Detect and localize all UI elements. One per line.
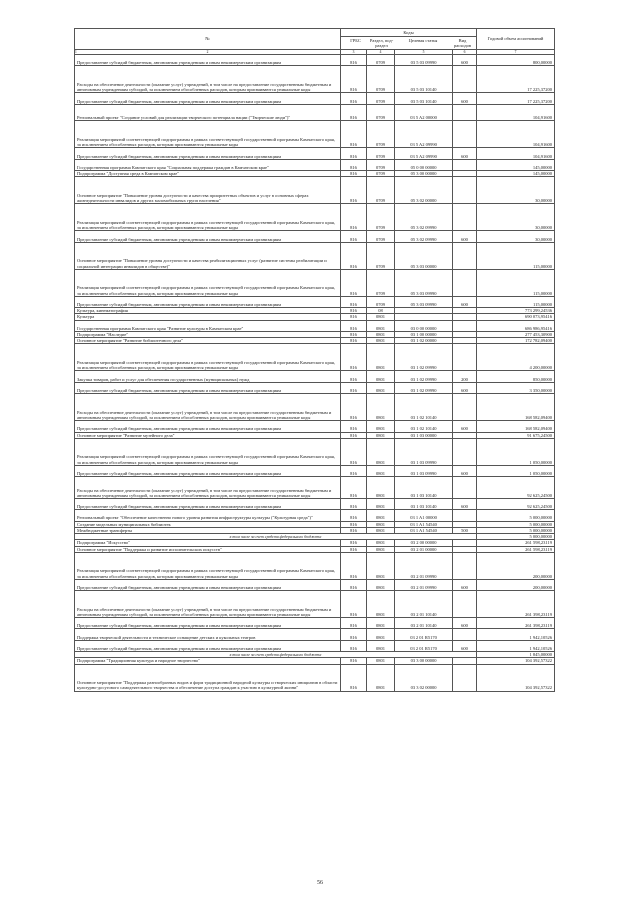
cell-vr: 600 — [453, 498, 477, 509]
index-cell: 5 — [395, 50, 453, 55]
cell-amount: 1 050,00000 — [477, 465, 555, 476]
cell-name: Основное мероприятие "Повышение уровня доступности и качества приоритетных объектов и услуг в основных сферах жизнедеятельности инвалидов и других маломобильных групп населения" — [75, 177, 341, 204]
cell-vr: 600 — [453, 231, 477, 242]
cell-section: 0801 — [367, 465, 395, 476]
header-codes-group — [341, 29, 477, 50]
cell-section: 0709 — [367, 148, 395, 159]
cell-name: Реализация мероприятий соответствующей подпрограммы в рамках соответствующей государственной программы Камчатского края, за исключением обособленных расходов, которым присваиваются уникальные коды — [75, 344, 341, 371]
header-vr: Вид расходов — [453, 37, 471, 48]
cell-target: 03 1 02 10140 — [395, 394, 453, 421]
cell-name: Культура — [75, 314, 341, 320]
cell-name: Государственная программа Камчатского края "Социальная поддержка граждан в Камчатском крае" — [75, 159, 341, 170]
cell-vr: 600 — [453, 421, 477, 432]
cell-section: 0801 — [367, 371, 395, 382]
cell-section: 0709 — [367, 296, 395, 307]
cell-amount: 145,00000 — [477, 171, 555, 177]
cell-amount: 5 000,00000 — [477, 510, 555, 521]
cell-section: 0801 — [367, 552, 395, 579]
cell-amount: 1 050,00000 — [477, 438, 555, 465]
cell-target: 05 0 00 00000 — [395, 159, 453, 170]
cell-target: 03 5 A2 00000 — [395, 104, 453, 121]
cell-section: 0801 — [367, 421, 395, 432]
cell-section: 0801 — [367, 438, 395, 465]
cell-amount: 104 392,57322 — [477, 664, 555, 691]
cell-grbs: 816 — [341, 591, 367, 618]
cell-name: Реализация мероприятий соответствующей подпрограммы в рамках соответствующей государственной программы Камчатского края, за исключением обособленных расходов, которым присваиваются уникальные коды — [75, 269, 341, 296]
table-row — [75, 66, 555, 93]
cell-name: Предоставление субсидий бюджетным, автономным учреждениям и иным некоммерческим организациям — [75, 579, 341, 590]
table-row — [75, 552, 555, 579]
cell-section: 0709 — [367, 269, 395, 296]
cell-grbs: 816 — [341, 477, 367, 499]
cell-amount: 261 398,23119 — [477, 591, 555, 618]
cell-section: 0801 — [367, 591, 395, 618]
table-row — [75, 55, 555, 66]
cell-vr — [453, 204, 477, 231]
cell-section: 0801 — [367, 579, 395, 590]
cell-vr — [453, 394, 477, 421]
cell-vr: 600 — [453, 382, 477, 393]
cell-grbs: 816 — [341, 394, 367, 421]
cell-name: Региональный проект "Обеспечение качественно нового уровня развития инфраструктуры культуры ("Культурная среда")" — [75, 510, 341, 521]
cell-name: Основное мероприятие "Развитие библиотечного дела" — [75, 338, 341, 344]
cell-amount: 104 392,57322 — [477, 658, 555, 664]
cell-grbs: 816 — [341, 148, 367, 159]
cell-section: 0801 — [367, 498, 395, 509]
cell-target: 03 3 02 00000 — [395, 664, 453, 691]
cell-name: Основное мероприятие "Развитие музейного дела" — [75, 432, 341, 438]
cell-section: 0709 — [367, 242, 395, 269]
cell-name: Предоставление субсидий бюджетным, автономным учреждениям и иным некоммерческим организациям — [75, 148, 341, 159]
cell-name: Реализация мероприятий соответствующей подпрограммы в рамках соответствующей государственной программы Камчатского края, за исключением обособленных расходов, которым присваиваются уникальные коды — [75, 204, 341, 231]
cell-amount: 104,91600 — [477, 104, 555, 121]
cell-name: Создание модельных муниципальных библиотек — [75, 521, 341, 527]
table-row — [75, 159, 555, 170]
cell-vr: 600 — [453, 618, 477, 629]
cell-amount: 261 598,23119 — [477, 546, 555, 552]
cell-section: 0801 — [367, 629, 395, 640]
header-section: Раздел, под-раздел — [369, 37, 394, 48]
cell-section: 0709 — [367, 104, 395, 121]
index-cell: 3 — [341, 50, 367, 55]
table-row — [75, 591, 555, 618]
cell-name: Реализация мероприятий соответствующей подпрограммы в рамках соответствующей государственной программы Камчатского края, за исключением обособленных расходов, которым присваиваются уникальные коды — [75, 121, 341, 148]
cell-vr — [453, 159, 477, 170]
header-grbs: ГРБС — [350, 37, 361, 43]
cell-grbs: 816 — [341, 552, 367, 579]
table-row — [75, 121, 555, 148]
table-row — [75, 93, 555, 104]
cell-section: 0709 — [367, 55, 395, 66]
cell-amount: 3 350,00000 — [477, 382, 555, 393]
table-row — [75, 618, 555, 629]
cell-grbs: 816 — [341, 527, 367, 533]
cell-section: 0801 — [367, 344, 395, 371]
cell-section: 0801 — [367, 618, 395, 629]
cell-section: 0709 — [367, 66, 395, 93]
cell-target: 03 1 A1 00000 — [395, 510, 453, 521]
cell-target: 05 3 03 09990 — [395, 296, 453, 307]
header-num: № — [75, 29, 341, 50]
cell-amount: 145,00000 — [477, 159, 555, 170]
cell-vr — [453, 177, 477, 204]
cell-amount: 17 225,37200 — [477, 93, 555, 104]
cell-amount: 30,00000 — [477, 204, 555, 231]
cell-section: 0801 — [367, 510, 395, 521]
cell-grbs: 816 — [341, 438, 367, 465]
cell-grbs: 816 — [341, 658, 367, 664]
cell-grbs: 816 — [341, 55, 367, 66]
table-row — [75, 498, 555, 509]
cell-target: 03 1 A1 54540 — [395, 521, 453, 527]
cell-amount: 261 398,23119 — [477, 618, 555, 629]
cell-section: 0801 — [367, 477, 395, 499]
cell-section: 0801 — [367, 664, 395, 691]
cell-vr — [453, 438, 477, 465]
cell-target: 03 2 01 09990 — [395, 579, 453, 590]
cell-section: 0709 — [367, 171, 395, 177]
cell-grbs: 816 — [341, 344, 367, 371]
table-row — [75, 148, 555, 159]
cell-grbs: 816 — [341, 177, 367, 204]
cell-name: Основное мероприятие "Поддержка разнообразных видов и форм традиционной народной культуры и творческих инициатив в области культурно-досугового самодеятельного творчества и обеспечение доступа граждан к участию в культурной жизни" — [75, 664, 341, 691]
cell-name: Закупка товаров, работ и услуг для обеспечения государственных (муниципальных) нужд — [75, 371, 341, 382]
cell-section: 0801 — [367, 540, 395, 546]
table-header — [75, 29, 555, 50]
cell-grbs: 816 — [341, 382, 367, 393]
cell-grbs: 816 — [341, 629, 367, 640]
cell-amount: 686 986,95416 — [477, 320, 555, 331]
cell-vr — [453, 104, 477, 121]
cell-vr: 600 — [453, 148, 477, 159]
cell-amount: 5 000,00000 — [477, 527, 555, 533]
cell-vr — [453, 552, 477, 579]
cell-vr: 600 — [453, 55, 477, 66]
table-row — [75, 231, 555, 242]
cell-target: 05 3 02 09990 — [395, 204, 453, 231]
cell-grbs: 816 — [341, 579, 367, 590]
cell-grbs: 816 — [341, 498, 367, 509]
cell-target: 03 5 A2 09990 — [395, 121, 453, 148]
table-row — [75, 204, 555, 231]
cell-amount: 5 000,00000 — [477, 534, 555, 540]
cell-name: Предоставление субсидий бюджетным, автономным учреждениям и иным некоммерческим организациям — [75, 231, 341, 242]
cell-target: 03 2 01 R5170 — [395, 629, 453, 640]
cell-target: 03 1 02 09990 — [395, 371, 453, 382]
cell-amount: 30,00000 — [477, 177, 555, 204]
cell-grbs: 816 — [341, 664, 367, 691]
cell-amount: 168 582,09400 — [477, 421, 555, 432]
cell-section: 0709 — [367, 93, 395, 104]
cell-name: Предоставление субсидий бюджетным, автономным учреждениям и иным некоммерческим организациям — [75, 421, 341, 432]
cell-vr — [453, 66, 477, 93]
index-cell: 6 — [453, 50, 477, 55]
cell-target: 03 1 03 09990 — [395, 465, 453, 476]
cell-section: 0801 — [367, 382, 395, 393]
table-body — [75, 50, 555, 692]
cell-target: 03 3 00 00000 — [395, 658, 453, 664]
index-cell: 4 — [367, 50, 395, 55]
cell-name: Культура, кинематография — [75, 308, 341, 314]
cell-grbs: 816 — [341, 242, 367, 269]
cell-target: 03 5 A2 09990 — [395, 148, 453, 159]
cell-target: 05 3 00 00000 — [395, 171, 453, 177]
cell-amount: 1 845,00000 — [477, 652, 555, 658]
cell-grbs: 816 — [341, 121, 367, 148]
cell-amount: 115,00000 — [477, 242, 555, 269]
cell-target: 03 1 03 10140 — [395, 477, 453, 499]
cell-grbs: 816 — [341, 171, 367, 177]
cell-target: 03 2 00 00000 — [395, 540, 453, 546]
cell-section: 0801 — [367, 314, 395, 320]
cell-vr — [453, 320, 477, 331]
cell-amount: 1 942,10526 — [477, 629, 555, 640]
cell-grbs: 816 — [341, 66, 367, 93]
cell-section: 08 — [367, 308, 395, 314]
cell-section: 0709 — [367, 204, 395, 231]
cell-amount: 92 625,24500 — [477, 477, 555, 499]
cell-vr — [453, 242, 477, 269]
index-cell: 7 — [477, 50, 555, 55]
table-row — [75, 320, 555, 331]
cell-amount: 200,00000 — [477, 552, 555, 579]
cell-grbs: 816 — [341, 296, 367, 307]
cell-vr: 600 — [453, 640, 477, 651]
cell-amount: 1 942,10526 — [477, 640, 555, 651]
cell-name: Расходы на обеспечение деятельности (оказание услуг) учреждений, в том числе на предоставление государственным бюджетным и автономным учреждениям субсидий, за исключением обособленных расходов, которым присваиваются уникальные коды — [75, 394, 341, 421]
cell-vr: 600 — [453, 296, 477, 307]
cell-section: 0709 — [367, 177, 395, 204]
cell-amount: 261 598,23119 — [477, 540, 555, 546]
cell-grbs: 816 — [341, 104, 367, 121]
cell-name: Подпрограмма "Искусство" — [75, 540, 341, 546]
cell-amount: 115,00000 — [477, 269, 555, 296]
cell-grbs: 816 — [341, 320, 367, 331]
page-number: 56 — [317, 880, 323, 886]
cell-name: Основное мероприятие "Поддержка и развитие исполнительских искусств" — [75, 546, 341, 552]
index-cell: 2 — [75, 50, 341, 55]
cell-amount: 104,91600 — [477, 148, 555, 159]
cell-note: в том числе за счет средств федерального бюджета — [75, 652, 477, 658]
cell-target: 05 3 02 00000 — [395, 177, 453, 204]
cell-name: Предоставление субсидий бюджетным, автономным учреждениям и иным некоммерческим организациям — [75, 465, 341, 476]
table-row — [75, 438, 555, 465]
cell-name: Региональный проект "Создание условий для реализации творческого потенциала нации ("Творческие люди")" — [75, 104, 341, 121]
cell-target: 03 1 02 00000 — [395, 338, 453, 344]
cell-name: Предоставление субсидий бюджетным, автономным учреждениям и иным некоммерческим организациям — [75, 382, 341, 393]
table-row — [75, 104, 555, 121]
cell-grbs: 816 — [341, 338, 367, 344]
cell-section: 0801 — [367, 331, 395, 337]
cell-amount: 5 000,00000 — [477, 521, 555, 527]
cell-target: 03 2 01 00000 — [395, 546, 453, 552]
cell-target: 03 1 00 00000 — [395, 331, 453, 337]
cell-note: в том числе за счет средств федерального бюджета — [75, 534, 477, 540]
cell-amount: 30,00000 — [477, 231, 555, 242]
cell-amount: 172 782,09400 — [477, 338, 555, 344]
cell-grbs: 816 — [341, 308, 367, 314]
cell-section: 0709 — [367, 231, 395, 242]
table-row — [75, 371, 555, 382]
cell-grbs: 816 — [341, 521, 367, 527]
table-row — [75, 394, 555, 421]
cell-target: 03 5 03 10140 — [395, 66, 453, 93]
cell-grbs: 816 — [341, 465, 367, 476]
cell-grbs: 816 — [341, 331, 367, 337]
cell-amount: 800,00000 — [477, 55, 555, 66]
cell-section: 0801 — [367, 394, 395, 421]
cell-grbs: 816 — [341, 640, 367, 651]
cell-grbs: 816 — [341, 546, 367, 552]
cell-vr — [453, 477, 477, 499]
cell-target: 03 5 03 10140 — [395, 93, 453, 104]
cell-amount: 4 200,00000 — [477, 344, 555, 371]
cell-vr: 600 — [453, 93, 477, 104]
table-row — [75, 344, 555, 371]
cell-vr — [453, 121, 477, 148]
cell-amount: 168 582,09400 — [477, 394, 555, 421]
table-row — [75, 579, 555, 590]
cell-target: 03 1 A1 54540 — [395, 527, 453, 533]
index-row: 1 2 3 4 5 6 7 — [75, 50, 555, 55]
cell-target: 03 1 03 09990 — [395, 438, 453, 465]
cell-amount: 91 675,24500 — [477, 432, 555, 438]
cell-vr: 600 — [453, 579, 477, 590]
cell-section: 0801 — [367, 527, 395, 533]
cell-amount: 92 625,24500 — [477, 498, 555, 509]
cell-section: 0801 — [367, 546, 395, 552]
cell-name: Предоставление субсидий бюджетным, автономным учреждениям и иным некоммерческим организациям — [75, 498, 341, 509]
cell-grbs: 816 — [341, 421, 367, 432]
cell-section: 0801 — [367, 640, 395, 651]
cell-vr — [453, 344, 477, 371]
table-row — [75, 269, 555, 296]
cell-grbs: 816 — [341, 93, 367, 104]
cell-amount: 850,00000 — [477, 371, 555, 382]
cell-name: Предоставление субсидий бюджетным, автономным учреждениям и иным некоммерческим организациям — [75, 93, 341, 104]
cell-amount: 690 073,95416 — [477, 314, 555, 320]
cell-vr — [453, 664, 477, 691]
header-codes-label: Коды — [341, 30, 476, 37]
cell-grbs: 816 — [341, 204, 367, 231]
cell-vr — [453, 510, 477, 521]
cell-amount: 773 299,24536 — [477, 308, 555, 314]
cell-grbs: 816 — [341, 510, 367, 521]
cell-name: Поддержка творческой деятельности и техническое оснащение детских и кукольных театров — [75, 629, 341, 640]
budget-document-page — [74, 28, 554, 692]
cell-vr — [453, 591, 477, 618]
cell-grbs: 816 — [341, 159, 367, 170]
cell-target: 03 0 00 00000 — [395, 320, 453, 331]
cell-section: 0801 — [367, 658, 395, 664]
cell-section: 0709 — [367, 121, 395, 148]
cell-vr — [453, 269, 477, 296]
cell-section: 0801 — [367, 320, 395, 331]
cell-name: Подпрограмма "Доступная среда в Камчатском крае" — [75, 171, 341, 177]
cell-vr — [453, 629, 477, 640]
cell-target: 03 1 03 00000 — [395, 432, 453, 438]
cell-target: 03 5 03 09990 — [395, 55, 453, 66]
cell-name: Расходы на обеспечение деятельности (оказание услуг) учреждений, в том числе на предоставление государственным бюджетным и автономным учреждениям субсидий, за исключением обособленных расходов, которым присваиваются уникальные коды — [75, 591, 341, 618]
cell-amount: 104,91600 — [477, 121, 555, 148]
cell-grbs: 816 — [341, 432, 367, 438]
table-row — [75, 664, 555, 691]
cell-grbs: 816 — [341, 371, 367, 382]
cell-target: 03 1 02 09990 — [395, 344, 453, 371]
table-row — [75, 629, 555, 640]
table-row — [75, 296, 555, 307]
cell-vr: 500 — [453, 527, 477, 533]
cell-target: 03 2 01 09990 — [395, 552, 453, 579]
cell-section: 0801 — [367, 521, 395, 527]
table-row — [75, 640, 555, 651]
cell-name: Предоставление субсидий бюджетным, автономным учреждениям и иным некоммерческим организациям — [75, 55, 341, 66]
cell-grbs: 816 — [341, 269, 367, 296]
table-row — [75, 421, 555, 432]
header-target: Целевая статья — [408, 37, 438, 43]
cell-vr: 200 — [453, 371, 477, 382]
cell-name: Межбюджетные трансферты — [75, 527, 341, 533]
cell-name: Подпрограмма "Наследие" — [75, 331, 341, 337]
cell-amount: 17 225,37200 — [477, 66, 555, 93]
cell-name: Реализация мероприятий соответствующей подпрограммы в рамках соответствующей государственной программы Камчатского края, за исключением обособленных расходов, которым присваиваются уникальные коды — [75, 438, 341, 465]
cell-amount: 277 453,30900 — [477, 331, 555, 337]
cell-target: 05 3 02 09990 — [395, 231, 453, 242]
cell-grbs: 816 — [341, 314, 367, 320]
cell-name: Подпрограмма "Традиционная культура и народное творчество" — [75, 658, 341, 664]
cell-vr: 600 — [453, 465, 477, 476]
table-row — [75, 382, 555, 393]
cell-section: 0801 — [367, 432, 395, 438]
cell-amount: 115,00000 — [477, 296, 555, 307]
cell-name: Расходы на обеспечение деятельности (оказание услуг) учреждений, в том числе на предоставление государственным бюджетным и автономным учреждениям субсидий, за исключением обособленных расходов, которым присваиваются уникальные коды — [75, 66, 341, 93]
cell-grbs: 816 — [341, 618, 367, 629]
cell-name: Предоставление субсидий бюджетным, автономным учреждениям и иным некоммерческим организациям — [75, 618, 341, 629]
cell-target: 03 2 01 10140 — [395, 618, 453, 629]
cell-name: Государственная программа Камчатского края "Развитие культуры в Камчатском крае" — [75, 320, 341, 331]
cell-name: Расходы на обеспечение деятельности (оказание услуг) учреждений, в том числе на предоставление государственным бюджетным и автономным учреждениям субсидий, за исключением обособленных расходов, которым присваиваются уникальные коды — [75, 477, 341, 499]
cell-target: 03 1 02 10140 — [395, 421, 453, 432]
budget-table — [74, 28, 555, 692]
cell-name: Предоставление субсидий бюджетным, автономным учреждениям и иным некоммерческим организациям — [75, 640, 341, 651]
table-row — [75, 465, 555, 476]
cell-target: 03 1 02 09990 — [395, 382, 453, 393]
table-row — [75, 477, 555, 499]
cell-grbs: 816 — [341, 231, 367, 242]
cell-section: 0801 — [367, 338, 395, 344]
cell-name: Основное мероприятие "Повышение уровня доступности и качества реабилитационных услуг (развитие системы реабилитации и социальной интеграции инвалидов в обществе)" — [75, 242, 341, 269]
cell-target: 03 1 03 10140 — [395, 498, 453, 509]
table-row — [75, 177, 555, 204]
cell-section: 0709 — [367, 159, 395, 170]
cell-name: Реализация мероприятий соответствующей подпрограммы в рамках соответствующей государственной программы Камчатского края, за исключением обособленных расходов, которым присваиваются уникальные коды — [75, 552, 341, 579]
table-row — [75, 510, 555, 521]
cell-target: 03 2 01 10140 — [395, 591, 453, 618]
cell-grbs: 816 — [341, 540, 367, 546]
cell-amount: 200,00000 — [477, 579, 555, 590]
cell-target: 05 3 03 00000 — [395, 242, 453, 269]
header-amount: Годовой объем ассигнований — [477, 29, 555, 50]
cell-target: 05 3 03 09990 — [395, 269, 453, 296]
cell-name: Предоставление субсидий бюджетным, автономным учреждениям и иным некоммерческим организациям — [75, 296, 341, 307]
table-row — [75, 242, 555, 269]
cell-target: 03 2 01 R5170 — [395, 640, 453, 651]
